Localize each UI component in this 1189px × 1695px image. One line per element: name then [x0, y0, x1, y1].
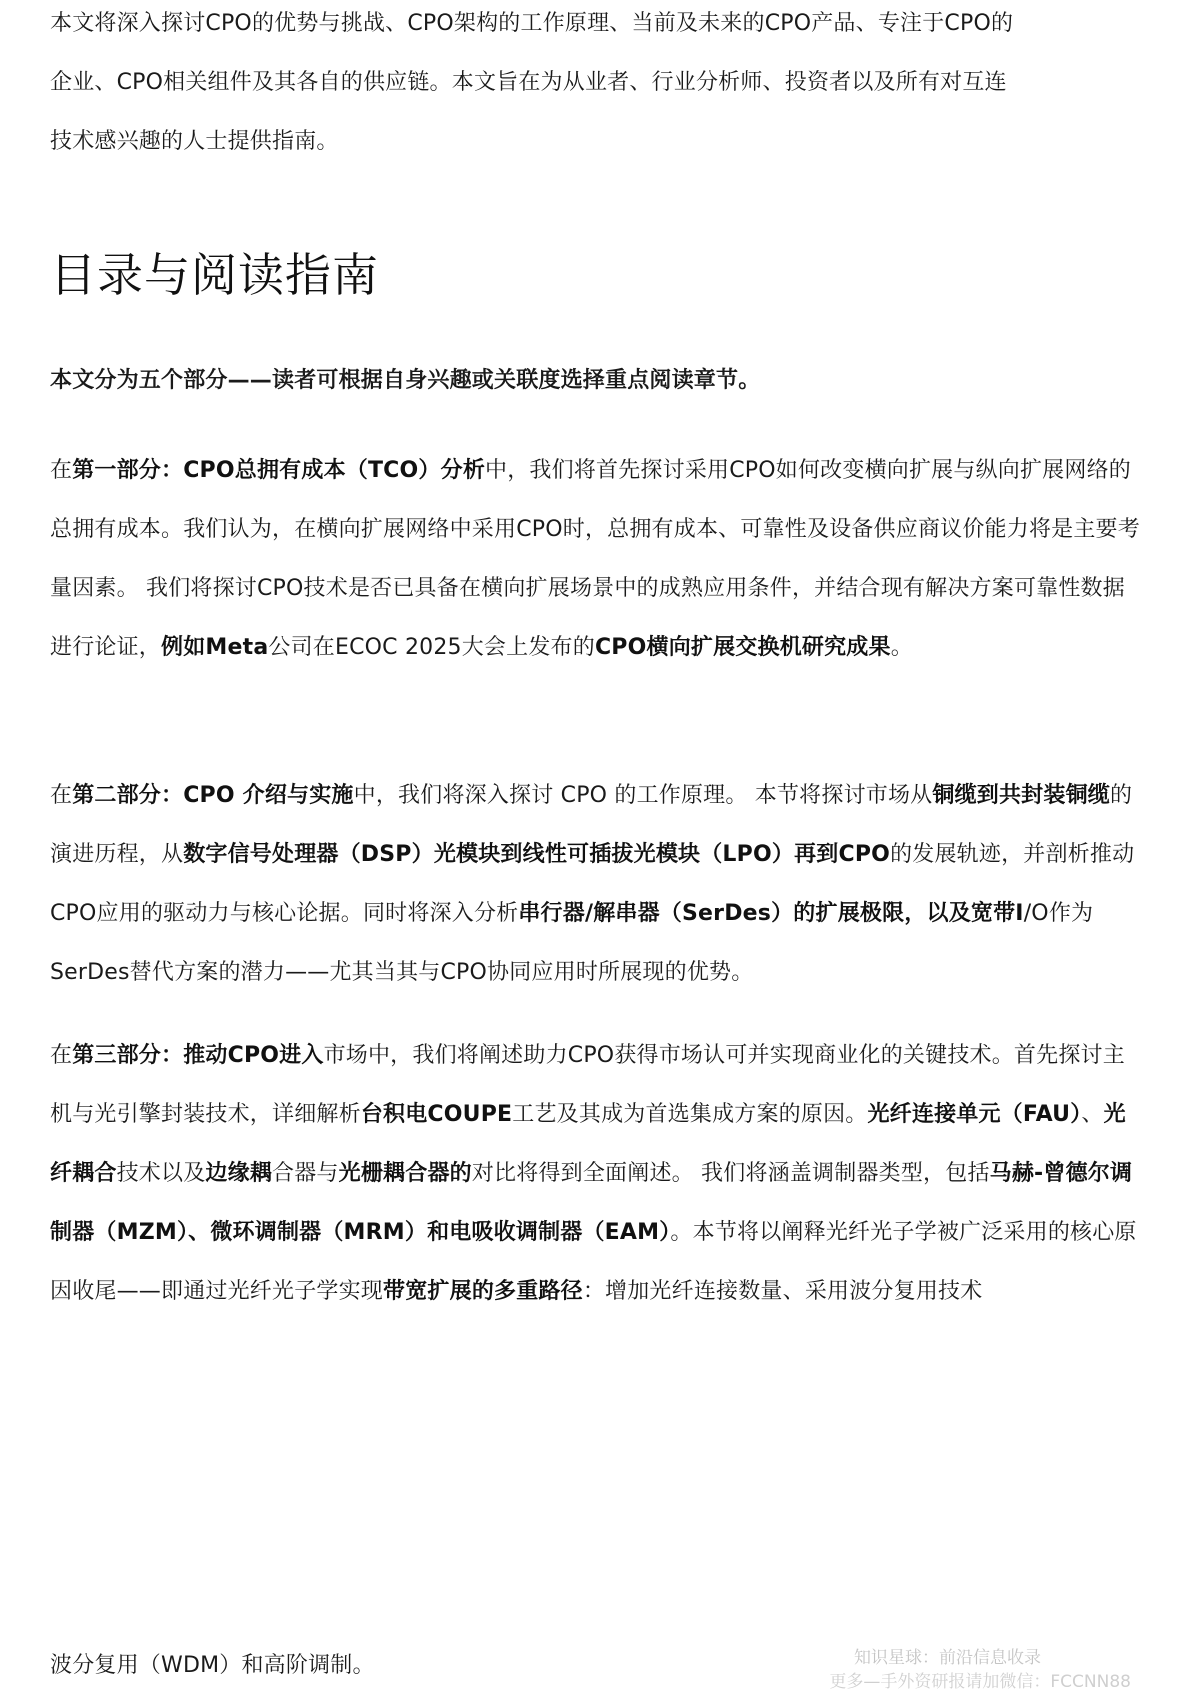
- bold-span: 马赫-曾德尔调制器（MZM）、微环调制器（MRM）和电吸收调制器（EAM）: [50, 1161, 1133, 1245]
- watermark-line: 知识星球：前沿信息收录: [854, 1648, 1041, 1668]
- part3-paragraph: [50, 1026, 1140, 1321]
- text-span: 技术以及: [116, 1161, 206, 1186]
- text-span: 公司在ECOC 2025大会上发布的: [268, 635, 595, 660]
- intro-line: 企业、CPO相关组件及其各自的供应链。本文旨在为从业者、行业分析师、投资者以及所有对互连: [50, 70, 1007, 95]
- bold-span: 带宽扩展的多重路径: [383, 1279, 583, 1304]
- toc-summary: 本文分为五个部分——读者可根据自身兴趣或关联度选择重点阅读章节。: [50, 368, 761, 393]
- text-span: 市场中，我们将阐述助力CPO获得市场认可并实现商业化的关键技术。首先探讨主机与光引擎封装技术，详细解析: [50, 1043, 1125, 1127]
- watermark-line: 更多—手外资研报请加微信：FCCNN88: [829, 1672, 1131, 1692]
- part3-title: 第三部分：推动CPO进入: [72, 1043, 324, 1068]
- bold-span: 光纤连接单元（FAU）: [867, 1102, 1082, 1127]
- text-span: 在: [50, 458, 73, 483]
- section-heading: 目录与阅读指南: [50, 248, 379, 302]
- text-span: 的演进历程，从: [50, 783, 1133, 867]
- text-span: 中，我们将首先探讨采用CPO如何改变横向扩展与纵向扩展网络的总拥有成本。我们认为，在横向扩展网络中采用CPO时，总拥有成本、可靠性及设备供应商议价能力将是主要考量因素。 我们将探讨CPO技术是否已具备在横向扩展场景中的成熟应用条件，并结合现有解决方案可靠性数据进行论证，: [50, 458, 1140, 660]
- text-span: 中，我们将深入探讨 CPO 的工作原理。 本节将探讨市场从: [353, 783, 933, 808]
- text-span: 在: [50, 1043, 73, 1068]
- bold-span: 光栅耦合器的: [338, 1161, 472, 1186]
- tail-line: 波分复用（WDM）和高阶调制。: [50, 1653, 375, 1678]
- bold-span: 台积电COUPE: [360, 1102, 513, 1127]
- intro-line: 本文将深入探讨CPO的优势与挑战、CPO架构的工作原理、当前及未来的CPO产品、专注于CPO的: [50, 11, 1014, 36]
- intro-line: 技术感兴趣的人士提供指南。: [50, 129, 339, 154]
- bold-span: 铜缆到共封装铜缆: [932, 783, 1110, 808]
- text-span: 合器与: [272, 1161, 339, 1186]
- bold-span: 边缘耦: [205, 1161, 273, 1186]
- part2-title: 第二部分：CPO 介绍与实施: [72, 783, 354, 808]
- text-span: /O作为SerDes替代方案的潜力——尤其当其与CPO协同应用时所展现的优势。: [50, 901, 1094, 985]
- bold-span: 数字信号处理器（DSP）光模块到线性可插拔光模块（LPO）再到CPO: [183, 842, 891, 867]
- text-span: ：增加光纤连接数量、采用波分复用技术: [582, 1279, 983, 1304]
- part1-title: 第一部分：CPO总拥有成本（TCO）分析: [72, 458, 486, 483]
- bold-span: 例如Meta: [161, 635, 269, 660]
- text-span: 。本节将以阐释光纤光子学被广泛采用的核心原因收尾——即通过光纤光子学实现: [50, 1220, 1137, 1304]
- part2-paragraph: [50, 766, 1140, 1002]
- text-span: 对比将得到全面阐述。 我们将涵盖调制器类型，包括: [471, 1161, 990, 1186]
- intro-paragraph: [50, 0, 1013, 171]
- text-span: 工艺及其成为首选集成方案的原因。: [512, 1102, 868, 1127]
- bold-span: 光纤耦合: [50, 1102, 1126, 1186]
- text-span: 的发展轨迹，并剖析推动CPO应用的驱动力与核心论据。同时将深入分析: [50, 842, 1135, 926]
- bold-span: 串行器/解串器（SerDes）的扩展极限，以及宽带I: [518, 901, 1024, 926]
- bold-span: CPO横向扩展交换机研究成果: [594, 635, 891, 660]
- text-span: 、: [1081, 1102, 1104, 1127]
- text-span: 。: [890, 635, 913, 660]
- part1-paragraph: [50, 441, 1140, 677]
- text-span: 在: [50, 783, 73, 808]
